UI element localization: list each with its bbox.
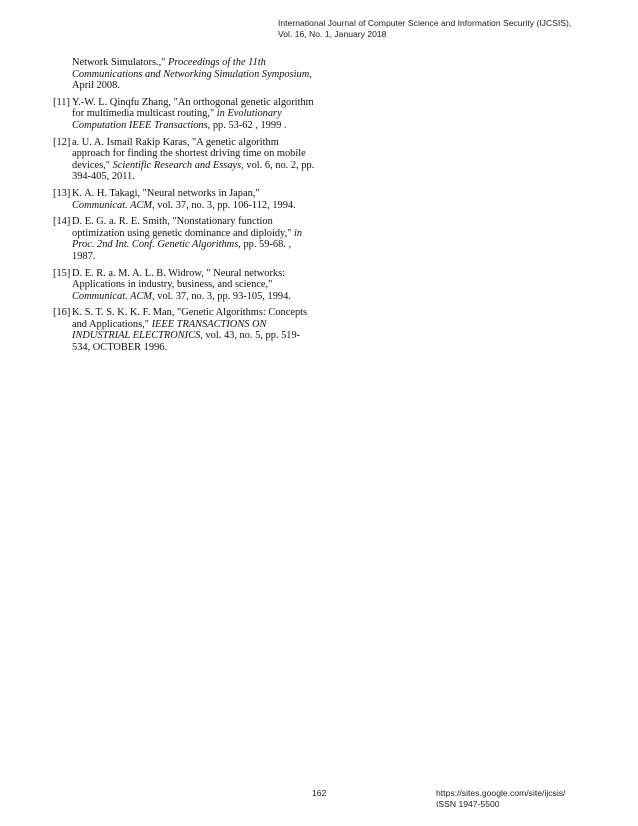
reference-text <box>53 57 315 92</box>
reference-segment: pp. 59-68. , 1987. <box>72 239 292 262</box>
reference-item <box>53 307 315 353</box>
reference-number: [13] <box>53 187 71 199</box>
journal-header <box>278 18 571 40</box>
reference-text <box>72 268 315 303</box>
references-list <box>53 57 315 359</box>
reference-source: Communicat. ACM, <box>72 199 155 211</box>
reference-text <box>72 188 315 211</box>
reference-item <box>53 57 315 92</box>
reference-segment: pp. 53-62 , 1999 . <box>210 119 287 131</box>
footer-url: https://sites.google.com/site/ijcsis/ <box>436 788 566 798</box>
reference-text <box>72 216 315 262</box>
reference-item <box>53 137 315 183</box>
reference-number: [14] <box>53 216 71 228</box>
reference-number: [16] <box>53 307 71 319</box>
reference-text <box>72 307 315 353</box>
reference-text <box>72 137 315 183</box>
reference-segment: vol. 43, no. 5, pp. 519-534, OCTOBER 1996. <box>72 330 301 354</box>
reference-item <box>53 97 315 132</box>
reference-segment: vol. 6, no. 2, pp. 394-405, 2011. <box>72 159 315 183</box>
journal-header-line1: International Journal of Computer Science and Information Security (IJCSIS), <box>278 18 572 28</box>
reference-number: [15] <box>53 267 71 279</box>
reference-segment: K. S. T. S. K. K. F. Man, "Genetic Algorithms: Concepts and Applications," <box>72 307 308 330</box>
page-number: 162 <box>312 788 327 798</box>
footer-issn: ISSN 1947-5500 <box>436 799 500 809</box>
reference-source: Scientific Research and Essays, <box>112 159 244 171</box>
reference-item <box>53 188 315 211</box>
reference-source: Communicat. ACM, <box>72 290 155 302</box>
reference-item <box>53 268 315 303</box>
reference-number: [11] <box>53 96 70 108</box>
reference-source: in Proc. 2nd Int. Conf. Genetic Algorithms, <box>72 227 303 251</box>
reference-segment: K. A. H. Takagi, "Neural networks in Japan," <box>72 187 260 199</box>
reference-segment: vol. 37, no. 3, pp. 106-112, 1994. <box>154 199 296 211</box>
reference-segment: D. E. R. a. M. A. L. B. Widrow, " Neural networks: Applications in industry, business, and science," <box>72 267 286 291</box>
reference-segment: Y.-W. L. Qinqfu Zhang, "An orthogonal genetic algorithm for multimedia multicast routing," <box>72 96 314 120</box>
reference-text <box>72 97 315 132</box>
footer-info <box>436 788 565 810</box>
reference-segment: April 2008. <box>72 80 120 92</box>
journal-header-line2: Vol. 16, No. 1, January 2018 <box>278 29 387 39</box>
reference-source: Proceedings of the 11th Communications and Networking Simulation Symposium, <box>72 57 312 80</box>
reference-source: in Evolutionary Computation IEEE Transactions, <box>72 108 282 131</box>
reference-number: [12] <box>53 136 71 148</box>
reference-segment: vol. 37, no. 3, pp. 93-105, 1994. <box>154 290 291 302</box>
reference-segment: D. E. G. a. R. E. Smith, "Nonstationary function optimization using genetic dominance and diploidy," <box>72 216 295 239</box>
reference-source: IEEE TRANSACTIONS ON INDUSTRIAL ELECTRONICS, <box>72 318 267 342</box>
reference-item <box>53 216 315 262</box>
reference-segment: Network Simulators.," <box>72 57 169 68</box>
reference-segment: a. U. A. Ismail Rakip Karas, "A genetic algorithm approach for finding the shortest driving time on mobile devices," <box>72 136 306 171</box>
